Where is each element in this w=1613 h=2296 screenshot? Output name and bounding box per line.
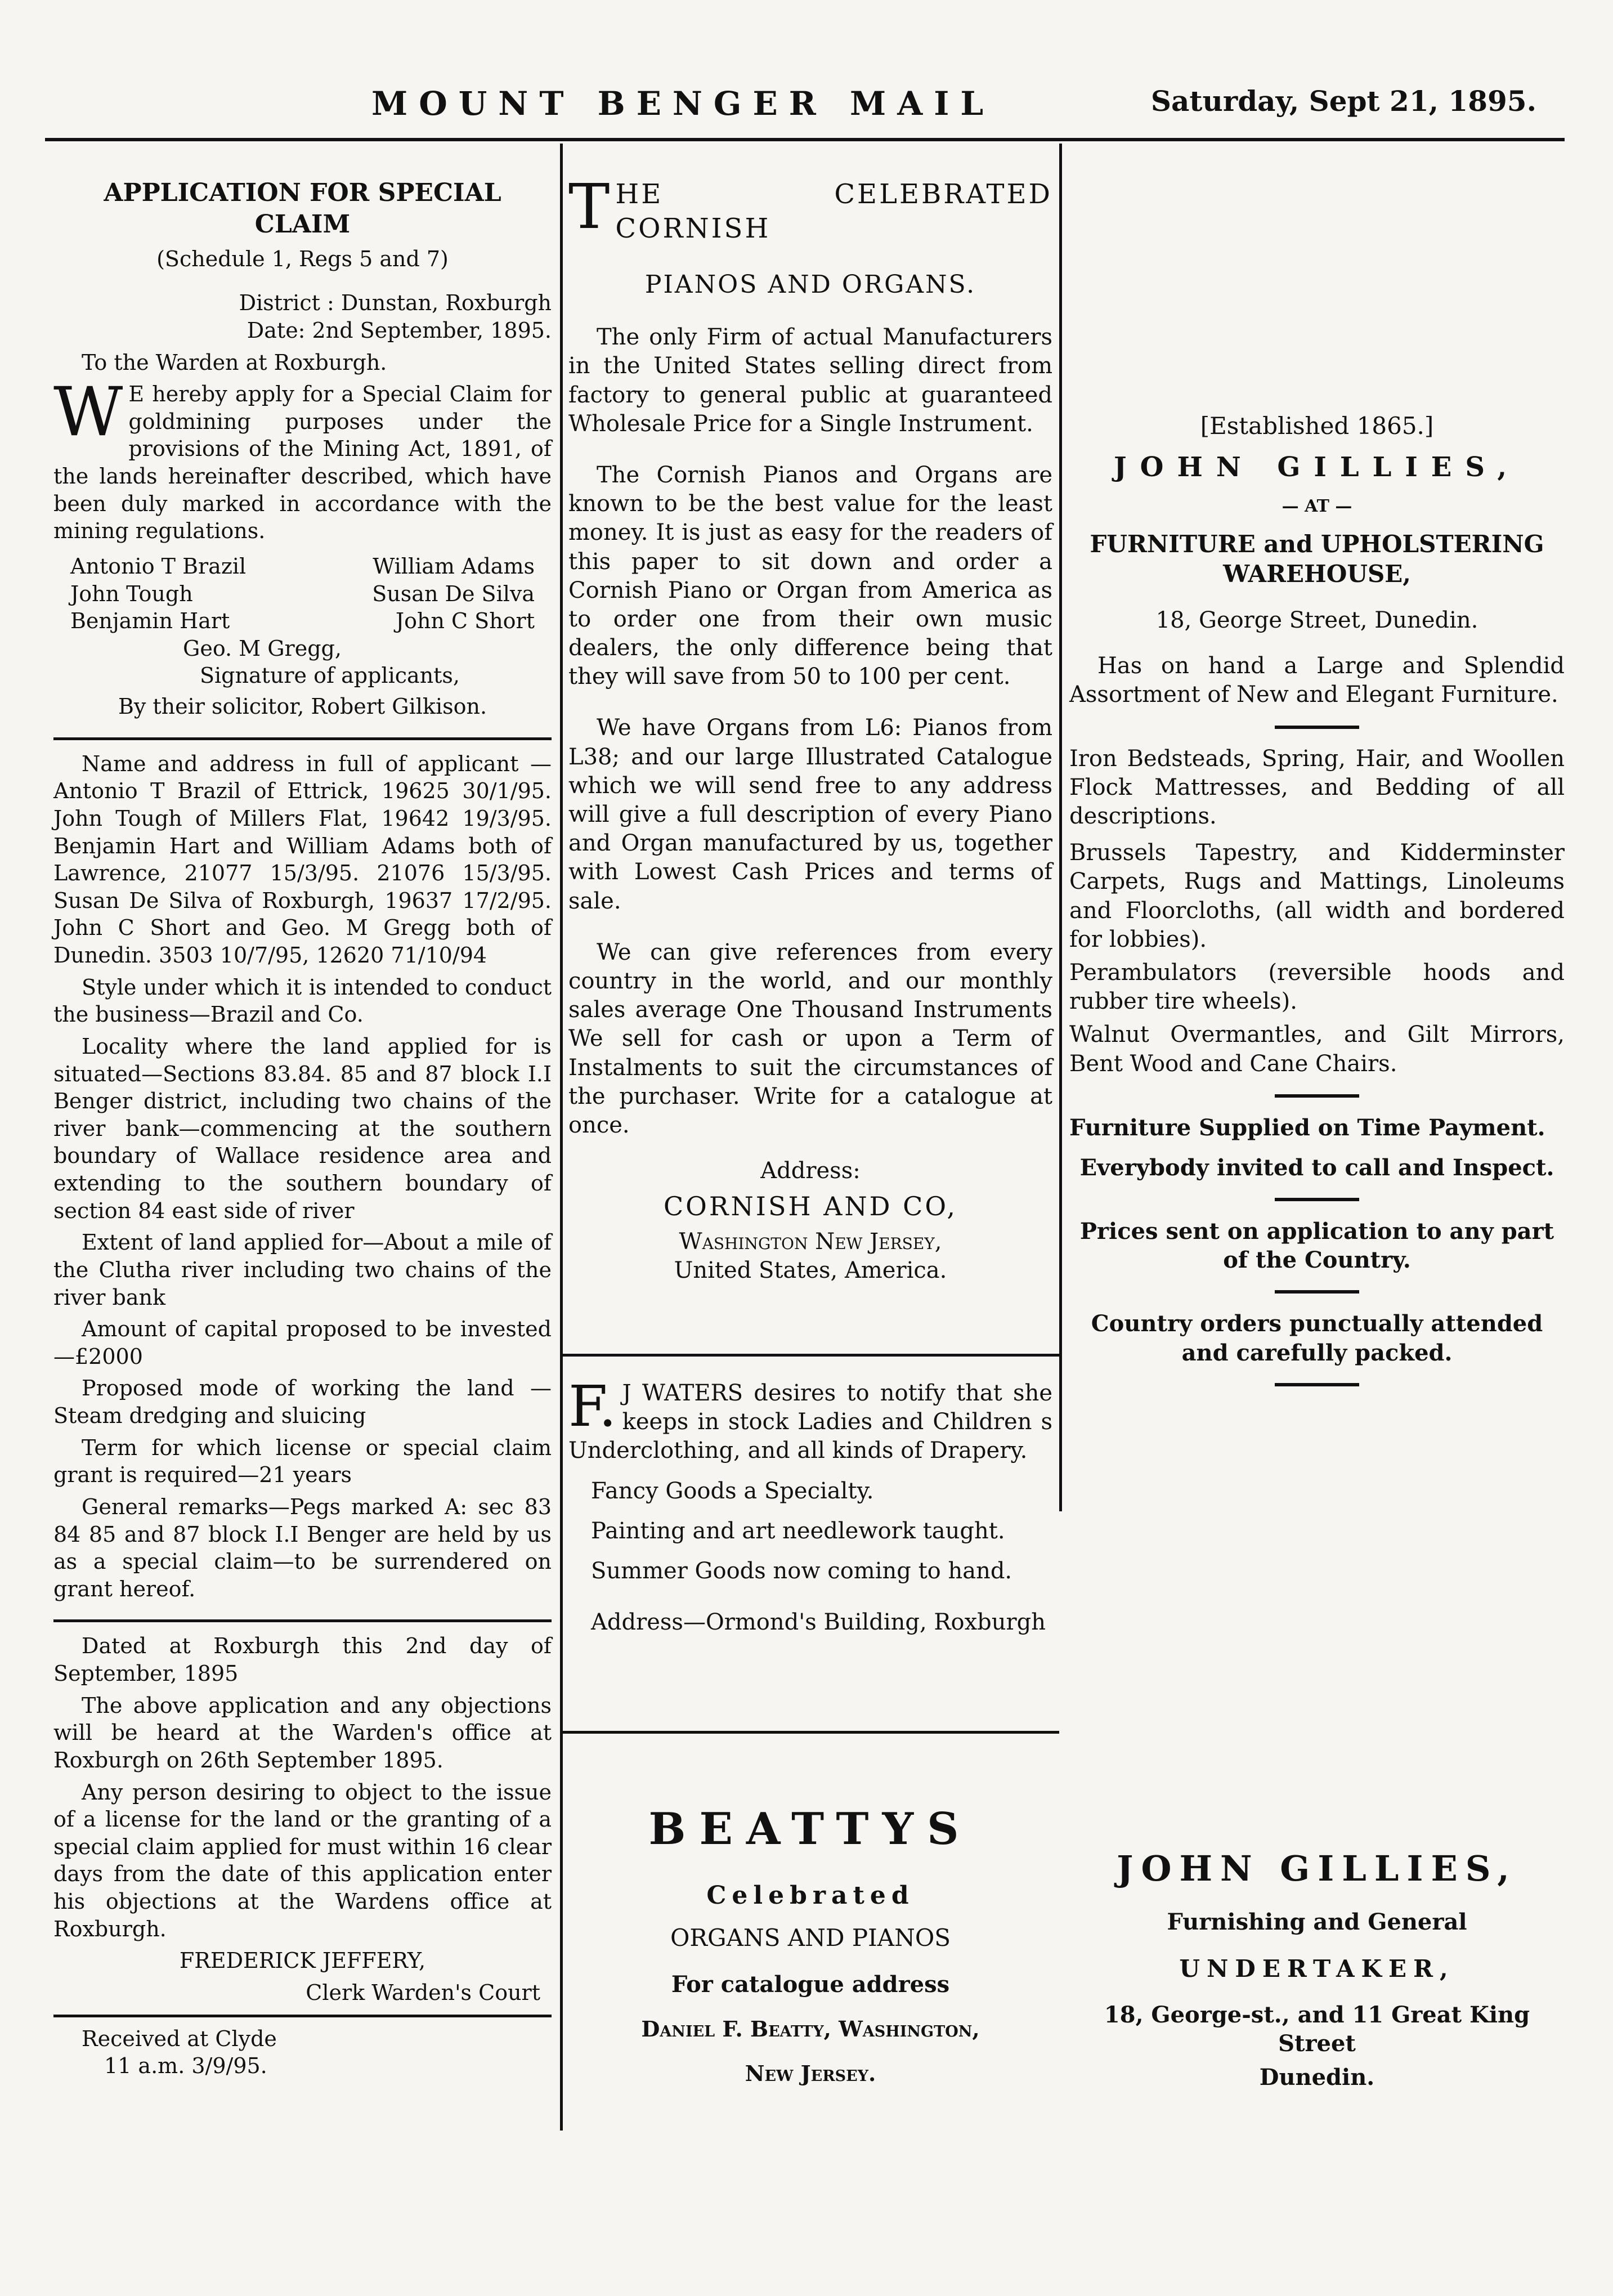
undertaker-role: Furnishing and General — [1167, 1909, 1467, 1936]
applicant-name: John C Short — [395, 608, 535, 634]
applicant-row — [53, 607, 552, 635]
gillies-item: Has on hand a Large and Splendid Assortment of New and Elegant Furniture. — [1069, 653, 1565, 708]
ad-separator — [1275, 1198, 1359, 1201]
waters-address: Address—Ormond's Building, Roxburgh — [591, 1609, 1046, 1636]
claim-paragraph: Term for which license or special claim grant is required—21 years — [53, 1435, 552, 1488]
newspaper-title: MOUNT BENGER MAIL — [371, 84, 995, 123]
gillies-at: — AT — — [1282, 496, 1352, 517]
claim-paragraph: Locality where the land applied for is situated—Sections 83.84. 85 and 87 block I.I Benger district, including two chains of the river bank—commencing at the southern boundary of Wallace residence area and extending to the southern boundary of section 84 east side of river — [53, 1033, 552, 1223]
section-rule — [53, 1619, 552, 1622]
applicant-name: Susan De Silva — [372, 581, 535, 606]
cornish-paragraph: The Cornish Pianos and Organs are known to be the best value for the least money. It is just as easy for the readers of this paper to sit down and order a Cornish Piano or Organ from America as to order one from their own music dealers, the only difference being that they will save from 50 to 100 per cent. — [568, 462, 1052, 690]
claim-dropcap: W — [53, 373, 123, 452]
ad-separator — [1275, 1290, 1359, 1294]
claim-solicitor: By their solicitor, Robert Gilkison. — [118, 694, 487, 719]
applicant-name: John Tough — [70, 581, 193, 606]
undertaker-address: 18, George-st., and 11 Great King Street — [1104, 2002, 1530, 2057]
beatty-advert — [568, 1801, 1052, 2092]
ad-separator — [1275, 1383, 1359, 1386]
applicant-name: Antonio T Brazil — [70, 553, 247, 579]
claim-intro — [53, 373, 552, 545]
beatty-title: BEATTYS — [648, 1803, 973, 1855]
undertaker-title: UNDERTAKER, — [1179, 1954, 1455, 1982]
claim-paragraph: Style under which it is intended to conduct the business—Brazil and Co. — [53, 974, 552, 1027]
cornish-advert — [568, 171, 1052, 1290]
claim-title: APPLICATION FOR SPECIAL CLAIM — [104, 178, 501, 239]
gillies-orders: Country orders punctually attended and carefully packed. — [1091, 1310, 1543, 1366]
cornish-company: CORNISH AND CO, — [663, 1191, 958, 1222]
claim-district: District : Dunstan, Roxburgh — [239, 290, 552, 316]
gillies-prices: Prices sent on application to any part of the Country. — [1079, 1218, 1554, 1274]
claim-date: Date: 2nd September, 1895. — [247, 317, 552, 343]
ad-divider-waters — [560, 1731, 1059, 1734]
gillies-advert — [1069, 411, 1565, 1402]
section-rule — [53, 737, 552, 740]
claim-paragraph: Name and address in full of applicant —Antonio T Brazil of Ettrick, 19625 30/1/95. John Tough of Millers Flat, 19642 19/3/95. Benjamin Hart and William Adams both of Lawrence, 21077 15/3/95. 21076 15/3/95. Susan De Silva of Roxburgh, 19637 17/2/95. John C Short and Geo. M Gregg both of Dunedin. 3503 10/7/95, 12620 71/10/94 — [53, 751, 552, 968]
applicant-row — [53, 580, 552, 608]
column-divider-right — [1059, 144, 1062, 1511]
claim-schedule: (Schedule 1, Regs 5 and 7) — [156, 246, 449, 271]
cornish-paragraph: The only Firm of actual Manufacturers in the United States selling direct from factory to general public at guaranteed Wholesale Price for a Single Instrument. — [568, 324, 1052, 437]
cornish-address-label: Address: — [760, 1158, 861, 1184]
claim-objection: Any person desiring to object to the issue of a license for the land or the granting of a special claim applied for must within 16 clear days from the date of this application enter his objections at the Wardens office at Roxburgh. — [53, 1779, 552, 1941]
gillies-established: [Established 1865.] — [1200, 412, 1434, 440]
gillies-invite: Everybody invited to call and Inspect. — [1079, 1154, 1554, 1181]
claim-addressee: To the Warden at Roxburgh. — [82, 350, 387, 375]
beatty-products: ORGANS AND PIANOS — [670, 1924, 951, 1952]
waters-lead — [568, 1373, 1052, 1466]
claim-paragraph: Proposed mode of working the land —Steam dredging and sluicing — [53, 1376, 552, 1428]
applicants-signature: Signature of applicants, — [200, 663, 460, 688]
cornish-dropcap: T — [568, 171, 610, 243]
applicant-row — [53, 553, 552, 580]
waters-dropcap: F. — [568, 1373, 617, 1439]
cornish-paragraph: We can give references from every country in the world, and our monthly sales average One Thousand Instruments We sell for cash or upon a Term of Instalments to suit the circumstances of the purchaser. Write for a catalogue at once. — [568, 939, 1052, 1138]
applicant-name: Benjamin Hart — [70, 608, 230, 634]
received-note: Received at Clyde — [82, 2026, 277, 2051]
undertaker-name: JOHN GILLIES, — [1117, 1848, 1517, 1889]
beatty-celebrated: Celebrated — [706, 1881, 915, 1910]
waters-line: Fancy Goods a Specialty. — [591, 1478, 874, 1504]
waters-line: Summer Goods now coming to hand. — [591, 1557, 1012, 1584]
beatty-catalogue: For catalogue address — [671, 1971, 950, 1998]
cornish-paragraph: We have Organs from L6: Pianos from L38; and our large Illustrated Catalogue which we will send free to any address will give a full description of every Piano and Organ manufactured by us, together with Lowest Cash Prices and terms of sale. — [568, 715, 1052, 914]
applicant-name: William Adams — [373, 553, 535, 579]
claim-paragraph: Extent of land applied for—About a mile of the Clutha river including two chains of the river bank — [53, 1230, 552, 1310]
ad-divider-cornish — [560, 1354, 1059, 1357]
clerk-name: FREDERICK JEFFERY, — [179, 1948, 426, 1973]
cornish-title — [568, 171, 1052, 247]
applicant-name: Geo. M Gregg, — [183, 635, 342, 661]
received-time: 11 a.m. 3/9/95. — [104, 2053, 267, 2079]
ad-separator — [1275, 1094, 1359, 1098]
gillies-item: Walnut Overmantles, and Gilt Mirrors, Bent Wood and Cane Chairs. — [1069, 1022, 1565, 1077]
gillies-street: 18, George Street, Dunedin. — [1155, 607, 1478, 634]
gillies-undertaker-advert — [1069, 1846, 1565, 2096]
cornish-location: United States, America. — [674, 1257, 947, 1284]
cornish-subtitle: PIANOS AND ORGANS. — [644, 270, 976, 299]
issue-date: Saturday, Sept 21, 1895. — [1150, 84, 1536, 118]
gillies-item: Perambulators (reversible hoods and rubber tire wheels). — [1069, 959, 1565, 1015]
gillies-business: FURNITURE and UPHOLSTERING WAREHOUSE, — [1090, 530, 1544, 588]
waters-line: Painting and art needlework taught. — [591, 1518, 1005, 1544]
masthead-rule — [45, 138, 1565, 141]
cornish-title-text: HE CELEBRATED CORNISH — [615, 178, 1052, 245]
claim-paragraph: General remarks—Pegs marked A: sec 83 84 85 and 87 block I.I Benger are held by us as a special claim—to be surrendered on grant hereof. — [53, 1494, 552, 1601]
column-divider-left — [560, 144, 563, 2131]
gillies-name: JOHN GILLIES, — [1113, 451, 1521, 483]
clerk-title: Clerk Warden's Court — [306, 1980, 540, 2005]
gillies-item: Brussels Tapestry, and Kidderminster Carpets, Rugs and Mattings, Linoleums and Floorcloths, (all width and bordered for lobbies). — [1069, 840, 1565, 952]
ad-separator — [1275, 726, 1359, 729]
undertaker-city: Dunedin. — [1259, 2064, 1375, 2091]
claim-intro-text: E hereby apply for a Special Claim for goldmining purposes under the provisions of the Mining Act, 1891, of the lands hereinafter described, which have been duly marked in accordance with the mining regulations. — [53, 382, 552, 544]
claim-paragraph: Amount of capital proposed to be invested—£2000 — [53, 1317, 552, 1369]
cornish-location: Washington New Jersey, — [679, 1229, 942, 1255]
claim-notice — [53, 177, 552, 2084]
beatty-name: Daniel F. Beatty, Washington, — [641, 2016, 980, 2042]
claim-hearing: The above application and any objections will be heard at the Warden's office at Roxburgh on 26th September 1895. — [53, 1693, 552, 1773]
section-rule — [53, 2015, 552, 2017]
beatty-state: New Jersey. — [745, 2060, 876, 2086]
gillies-time-payment: Furniture Supplied on Time Payment. — [1069, 1114, 1545, 1141]
gillies-item: Iron Bedsteads, Spring, Hair, and Woollen Flock Mattresses, and Bedding of all descriptions. — [1069, 745, 1565, 830]
waters-lead-text: J WATERS desires to notify that she keeps in stock Ladies and Children s Underclothing, and all kinds of Drapery. — [568, 1380, 1052, 1464]
waters-advert — [568, 1373, 1052, 1641]
masthead — [73, 84, 1536, 135]
claim-dated: Dated at Roxburgh this 2nd day of September, 1895 — [53, 1633, 552, 1686]
